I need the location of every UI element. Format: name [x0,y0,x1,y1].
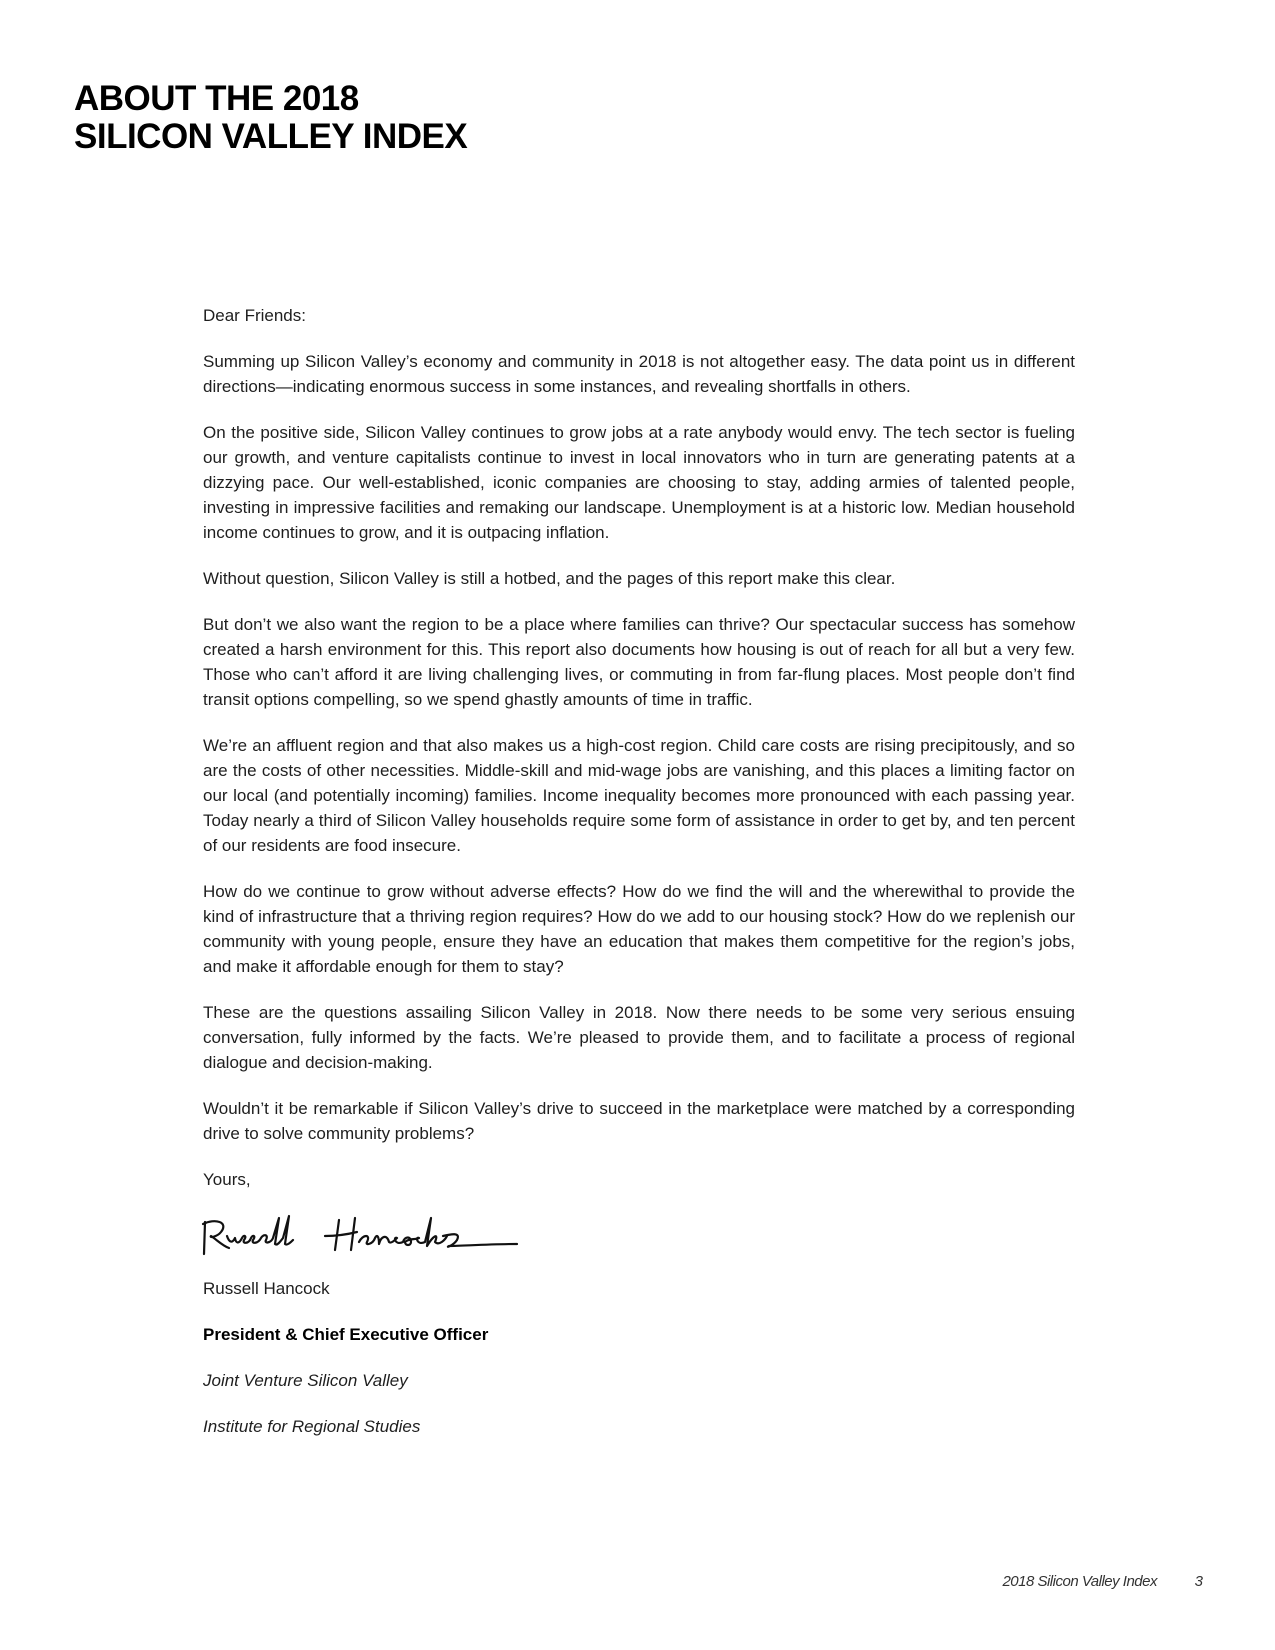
letter-paragraph-5: We’re an affluent region and that also makes us a high-cost region. Child care costs are rising precipitously, and so are the costs of other necessities. Middle-skill and mid-wage jobs are vanishing, and this places a limiting factor on our local (and potentially incoming) families. Income inequality becomes more pronounced with each passing year. Today nearly a third of Silicon Valley households require some form of assistance in order to get by, and ten percent of our residents are food insecure. [203,736,1075,855]
signer-name: Russell Hancock [203,1279,330,1298]
page-footer [0,1573,1275,1597]
letter-paragraph-3: Without question, Silicon Valley is still a hotbed, and the pages of this report make this clear. [203,569,896,588]
salutation: Dear Friends: [203,306,306,325]
page-title [74,80,467,156]
letter-body [203,303,1075,1460]
footer-publication-title: 2018 Silicon Valley Index [1002,1573,1157,1590]
letter-paragraph-7: These are the questions assailing Silicon Valley in 2018. Now there needs to be some very serious ensuing conversation, fully informed by the facts. We’re pleased to provide them, and to facilitate a process of regional dialogue and decision-making. [203,1003,1075,1072]
page-number: 3 [1194,1573,1203,1590]
letter-paragraph-8: Wouldn’t it be remarkable if Silicon Valley’s drive to succeed in the marketplace were matched by a corresponding drive to solve community problems? [203,1099,1075,1143]
letter-paragraph-6: How do we continue to grow without adverse effects? How do we find the will and the wherewithal to provide the kind of infrastructure that a thriving region requires? How do we add to our housing stock? How do we replenish our community with young people, ensure they have an education that makes them competitive for the region’s jobs, and make it affordable enough for them to stay? [203,882,1075,976]
signer-title: President & Chief Executive Officer [203,1325,489,1344]
page-title-line-1: ABOUT THE 2018 [74,79,359,118]
letter-paragraph-4: But don’t we also want the region to be a place where families can thrive? Our spectacular success has somehow created a harsh environment for this. This report also documents how housing is out of reach for all but a very few. Those who can’t afford it are living challenging lives, or commuting in from far-flung places. Most people don’t find transit options compelling, so we spend ghastly amounts of time in traffic. [203,615,1075,709]
signature-image [199,1206,529,1258]
letter-paragraph-1: Summing up Silicon Valley’s economy and community in 2018 is not altogether easy. The data point us in different directions—indicating enormous success in some instances, and revealing shortfalls in others. [203,352,1075,396]
signer-org-line-2: Institute for Regional Studies [203,1417,421,1436]
closing: Yours, [203,1170,251,1189]
letter-paragraph-2: On the positive side, Silicon Valley continues to grow jobs at a rate anybody would envy. The tech sector is fueling our growth, and venture capitalists continue to invest in local innovators who in turn are generating patents at a dizzying pace. Our well-established, iconic companies are choosing to stay, adding armies of talented people, investing in impressive facilities and remaking our landscape. Unemployment is at a historic low. Median household income continues to grow, and it is outpacing inflation. [203,423,1075,542]
signer-org-line-1: Joint Venture Silicon Valley [203,1371,408,1390]
page-title-line-2: SILICON VALLEY INDEX [74,117,468,156]
